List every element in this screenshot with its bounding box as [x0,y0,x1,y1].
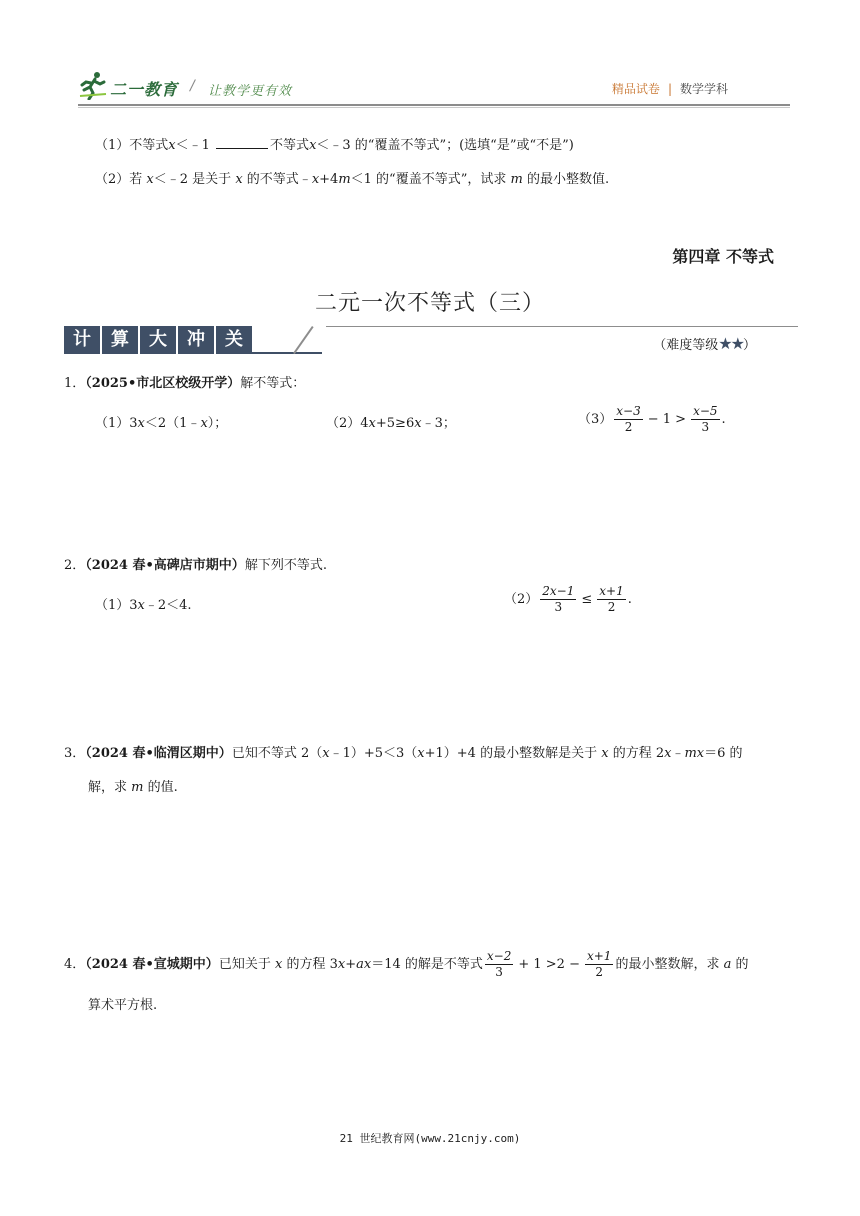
fraction: $\frac{x+1}{2}$ [599,584,624,614]
banner-char: 计 [64,326,100,354]
question-source: （2025•市北区校级开学） [85,376,241,391]
logo-name: 二一教育 [110,80,179,99]
header-divider-thin [78,107,790,108]
fraction: $\frac{x-5}{3}$ [693,404,718,434]
header-divider [78,104,790,106]
chapter-heading: 第四章 不等式 [672,247,774,266]
banner-char: 冲 [178,326,214,354]
answer-blank[interactable] [216,137,268,149]
banner-top-rule [326,326,798,327]
question-4: 4．（2024 春•宣城期中）已知关于 x 的方程 3x+ax＝14 的解是不等式 $\frac{x-2}{3}$ + 1 >2 − $\frac{x+1}{2}$ 的最小整数解，求 a 的 [64,949,749,979]
q2-part-2: （2） $\frac{2x-1}{3}$ ≤ $\frac{x+1}{2}$ . [504,584,632,614]
header-subject [612,80,728,97]
banner-char: 算 [102,326,138,354]
banner-char: 大 [140,326,176,354]
question-3: 3．（2024 春•临渭区期中）已知不等式 2（x﹣1）+5＜3（x+1）+4 的最小整数解是关于 x 的方程 2x﹣mx＝6 的 [64,746,743,761]
header-separator: | [667,82,672,96]
fraction: $\frac{x-3}{2}$ [616,404,641,434]
fraction: $\frac{x+1}{2}$ [586,949,612,979]
question-source: （2024 春•临渭区期中） [85,746,232,761]
intro-line-1: （1）不等式x＜﹣1 不等式x＜﹣3 的“覆盖不等式”；(选填“是”或“不是”) [95,138,574,153]
logo-slash: / [190,78,195,94]
question-source: （2024 春•宣城期中） [85,957,219,972]
banner-title [64,326,254,354]
question-source: （2024 春•高碑店市期中） [85,558,245,573]
fraction: $\frac{2x-1}{3}$ [542,584,575,614]
intro-line-2: （2）若 x＜﹣2 是关于 x 的不等式﹣x+4m＜1 的“覆盖不等式”，试求 m 的最小整数值. [95,172,610,187]
header-label-subject: 数学学科 [679,82,728,96]
runner-logo-icon [78,70,108,100]
page-title: 二元一次不等式（三） [314,291,545,316]
fraction: $\frac{x-2}{3}$ [486,949,512,979]
question-4-cont: 算术平方根. [88,998,158,1013]
header-label-quality: 精品试卷 [611,82,660,96]
banner-underline [252,352,322,354]
banner-char: 关 [216,326,252,354]
logo-slogan: 让教学更有效 [208,84,293,99]
header-logo [78,68,308,102]
page-footer: 21 世纪教育网(www.21cnjy.com) [339,1132,521,1145]
q1-part-2: （2）4x+5≥6x﹣3； [326,416,456,431]
question-3-cont: 解，求 m 的值. [88,780,178,795]
star-icon: ★★ [718,334,743,353]
banner-diagonal [293,326,314,354]
question-2: 2．（2024 春•高碑店市期中）解下列不等式. [64,558,327,573]
question-1: 1．（2025•市北区校级开学）解不等式： [64,376,306,391]
q1-part-1: （1）3x＜2（1﹣x）； [95,416,228,431]
difficulty-rating: （难度等级★★） [653,334,756,353]
q1-part-3: （3） $\frac{x-3}{2}$ − 1 > $\frac{x-5}{3}$ . [578,404,726,434]
q2-part-1: （1）3x﹣2＜4. [95,598,192,613]
